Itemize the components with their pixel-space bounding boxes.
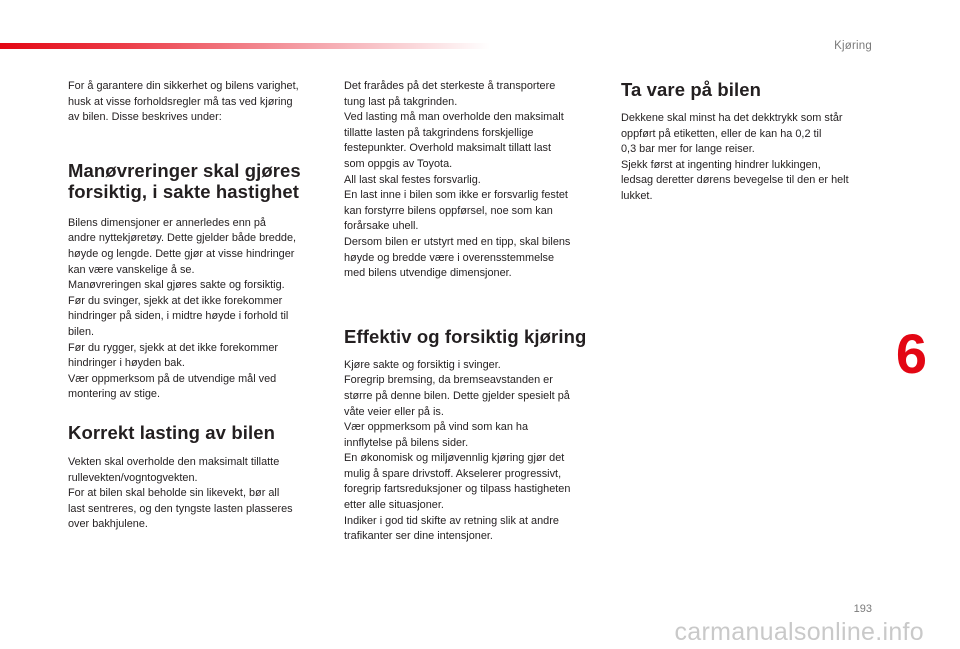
page-number: 193	[853, 603, 872, 615]
manoeuvring-body: Bilens dimensjoner er annerledes enn på andre nyttekjøretøy. Dette gjelder både bredde, høyde og lengde. Dette gjør at visse hindringer kan være vanskelige å se. Manøvreringen skal gjøres sakte og forsiktig. Før du svinger, sjekk at det ikke forekommer hindringer på siden, i midtre høyde i forhold til bilen. Før du rygger, sjekk at det ikke forekommer hindringer i høyden bak. Vær oppmerksom på de utvendige mål ved montering av stige.	[68, 216, 297, 401]
chapter-number: 6	[895, 322, 927, 385]
header-accent-bar	[0, 43, 490, 49]
heading-vehicle-care: Ta vare på bilen	[621, 79, 762, 100]
section-label: Kjøring	[834, 40, 872, 52]
roof-load-paragraph: Det frarådes på det sterkeste å transportere tung last på takgrinden. Ved lasting må man overholde den maksimalt tillatte lasten på takgrindens forskjellige festepunkter. Overhold maksimalt tillatt last som oppgis av Toyota. All last skal festes forsvarlig. En last inne i bilen som ikke er forsvarlig festet kan forstyrre bilens oppførsel, noe som kan forårsake uhell. Dersom bilen er utstyrt med en tipp, skal bilens høyde og bredde være i overensstemmelse med bilens utvendige dimensjoner.	[344, 80, 571, 280]
heading-manoeuvring: Manøvreringer skal gjøres forsiktig, i sakte hastighet	[68, 159, 301, 202]
column-left	[68, 79, 326, 533]
intro-paragraph: For å garantere din sikkerhet og bilens varighet, husk at visse forholdsregler må tas ved kjøring av bilen. Disse beskrives under:	[68, 80, 299, 124]
column-right	[621, 79, 873, 205]
column-middle	[344, 79, 602, 545]
heading-efficient-driving: Effektiv og forsiktig kjøring	[344, 325, 587, 347]
loading-body: Vekten skal overholde den maksimalt tillatte rullevekten/vogntogvekten. For at bilen skal beholde sin likevekt, bør all last sentreres, og den tyngste lasten plasseres over bakhjulene.	[68, 455, 293, 531]
efficient-driving-body: Kjøre sakte og forsiktig i svinger. Foregrip bremsing, da bremseavstanden er større på denne bilen. Dette gjelder spesielt på våte veier eller på is. Vær oppmerksom på vind som kan ha innflytelse på bilens sider. En økonomisk og miljøvennlig kjøring gjør det mulig å spare drivstoff. Akselerer progressivt, foregrip fartsreduksjoner og tilpass hastigheten etter alle situasjoner. Indiker i god tid skifte av retning slik at andre trafikanter ser dine intensjoner.	[344, 358, 571, 543]
vehicle-care-body: Dekkene skal minst ha det dekktrykk som står oppført på etiketten, eller de kan ha 0,2 til 0,3 bar mer for lange reiser. Sjekk først at ingenting hindrer lukkingen, ledsag deretter dørens bevegelse til den er helt lukket.	[621, 112, 849, 202]
heading-loading: Korrekt lasting av bilen	[68, 421, 275, 443]
watermark-logo: carmanualsonline.info	[674, 618, 924, 646]
